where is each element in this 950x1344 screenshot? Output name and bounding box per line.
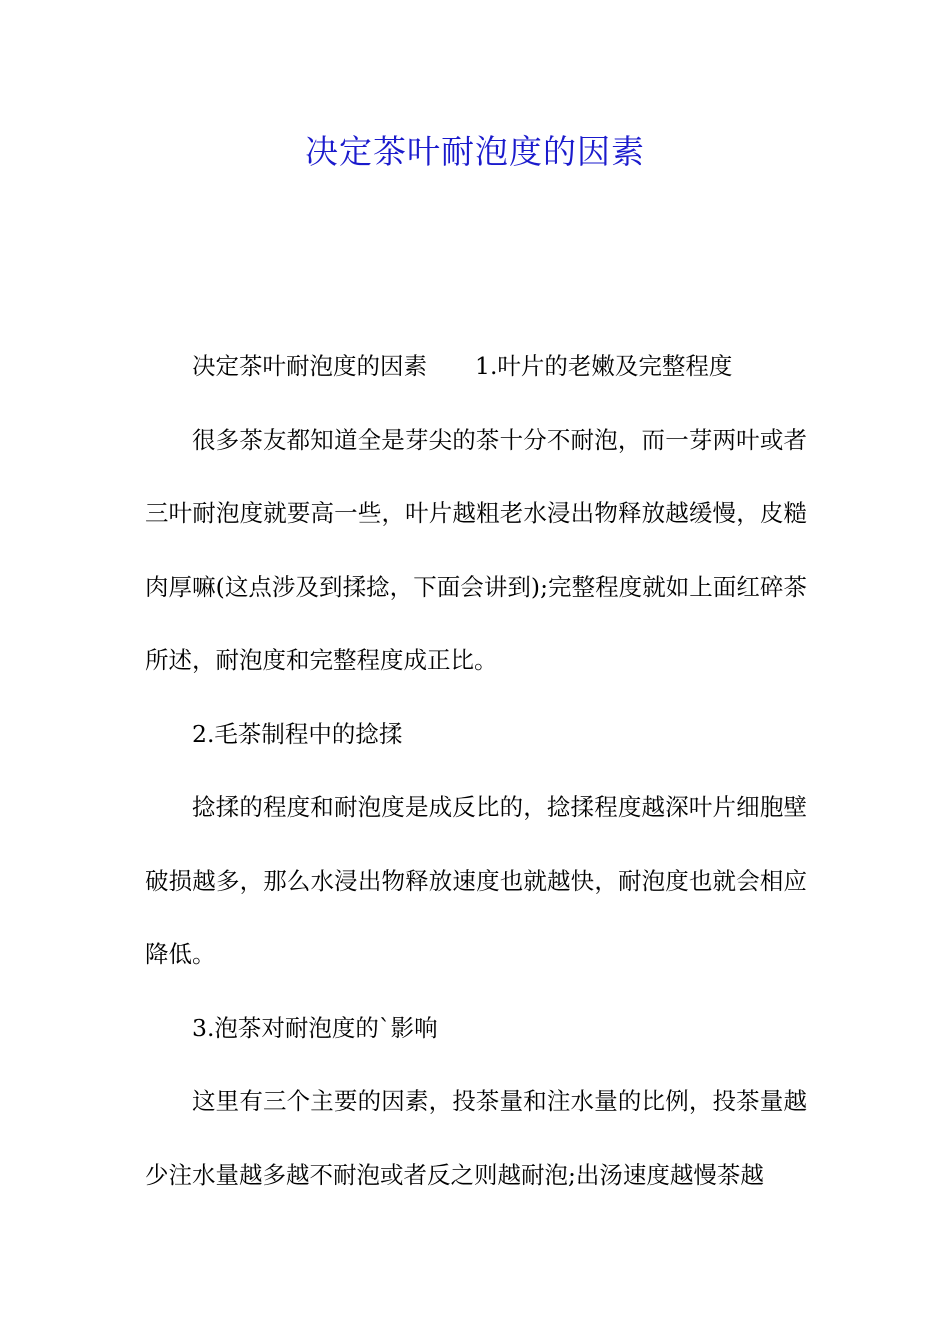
heading-line-left: 决定茶叶耐泡度的因素 [192, 352, 427, 380]
heading-line [145, 330, 807, 404]
document-body [145, 330, 807, 1212]
paragraph-rolling: 捻揉的程度和耐泡度是成反比的，捻揉程度越深叶片细胞壁破损越多，那么水浸出物释放速度也就越快，耐泡度也就会相应降低。 [145, 793, 807, 968]
heading-line-right: 1.叶片的老嫩及完整程度 [475, 352, 733, 380]
paragraph-brewing: 这里有三个主要的因素，投茶量和注水量的比例，投茶量越少注水量越多越不耐泡或者反之则越耐泡;出汤速度越慢茶越 [145, 1087, 807, 1189]
document-title: 决定茶叶耐泡度的因素 [305, 132, 645, 171]
paragraph-leaf-age: 很多茶友都知道全是芽尖的茶十分不耐泡，而一芽两叶或者三叶耐泡度就要高一些，叶片越粗老水浸出物释放越缓慢，皮糙肉厚嘛(这点涉及到揉捻，下面会讲到);完整程度就如上面红碎茶所述，耐泡度和完整程度成正比。 [145, 425, 807, 674]
paragraph-heading-brewing: 3.泡茶对耐泡度的`影响 [192, 1013, 438, 1042]
paragraph-heading-rolling: 2.毛茶制程中的捻揉 [192, 719, 403, 748]
